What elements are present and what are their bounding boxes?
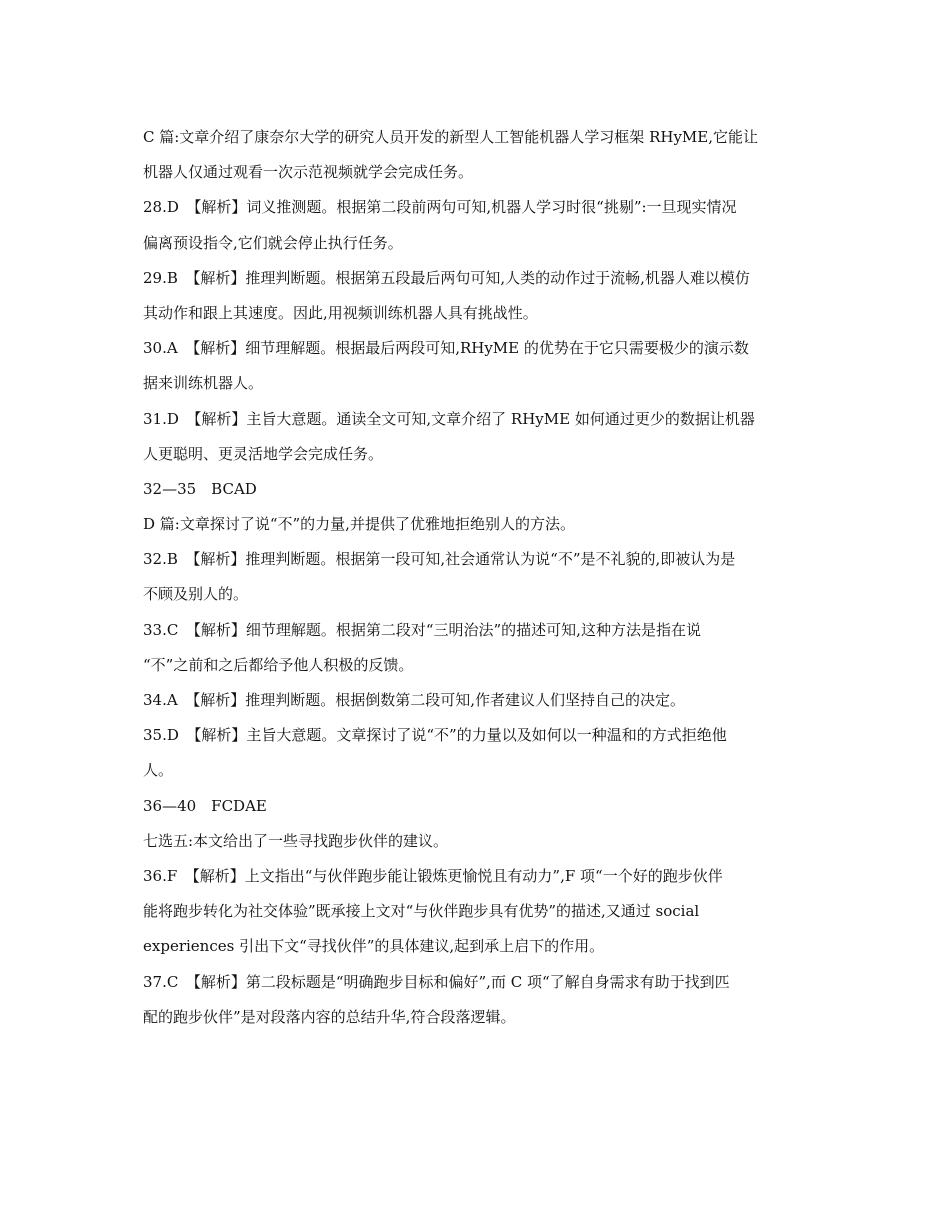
text-line: 37.C 【解析】第二段标题是“明确跑步目标和偏好”,而 C 项“了解自身需求有助于找到匹 xyxy=(143,972,730,991)
text-line: C 篇:文章介绍了康奈尔大学的研究人员开发的新型人工智能机器人学习框架 RHyME,它能让 xyxy=(143,128,758,146)
text-line: 据来训练机器人。 xyxy=(143,374,264,393)
document-body xyxy=(143,120,813,1035)
text-line: 配的跑步伙伴”是对段落内容的总结升华,符合段落逻辑。 xyxy=(143,1007,516,1026)
text-line: 32—35 BCAD xyxy=(143,479,257,498)
text-line: 33.C 【解析】细节理解题。根据第二段对“三明治法”的描述可知,这种方法是指在说 xyxy=(143,620,701,639)
text-line: D 篇:文章探讨了说“不”的力量,并提供了优雅地拒绝别人的方法。 xyxy=(143,515,575,534)
text-line: 34.A 【解析】推理判断题。根据倒数第二段可知,作者建议人们坚持自己的决定。 xyxy=(143,691,685,709)
text-line: 机器人仅通过观看一次示范视频就学会完成任务。 xyxy=(143,163,474,182)
text-line: 29.B 【解析】推理判断题。根据第五段最后两句可知,人类的动作过于流畅,机器人难以模仿 xyxy=(143,268,750,287)
text-line: 35.D 【解析】主旨大意题。文章探讨了说“不”的力量以及如何以一种温和的方式拒绝他 xyxy=(143,726,727,745)
text-line: 七选五:本文给出了一些寻找跑步伙伴的建议。 xyxy=(143,831,449,850)
text-line: 不顾及别人的。 xyxy=(143,585,249,604)
text-line: 32.B 【解析】推理判断题。根据第一段可知,社会通常认为说“不”是不礼貌的,即被认为是 xyxy=(143,550,736,569)
text-line: 人。 xyxy=(143,761,174,780)
text-line: 36—40 FCDAE xyxy=(143,796,267,815)
text-line: 28.D 【解析】词义推测题。根据第二段前两句可知,机器人学习时很“挑剔”:一旦现实情况 xyxy=(143,198,737,217)
text-line: 30.A 【解析】细节理解题。根据最后两段可知,RHyME 的优势在于它只需要极少的演示数 xyxy=(143,339,749,358)
text-line: 人更聪明、更灵活地学会完成任务。 xyxy=(143,444,384,463)
text-line: 36.F 【解析】上文指出“与伙伴跑步能让锻炼更愉悦且有动力”,F 项“一个好的跑步伙伴 xyxy=(143,866,723,885)
text-line: 能将跑步转化为社交体验”既承接上文对“与伙伴跑步具有优势”的描述,又通过 social xyxy=(143,902,700,921)
text-line: 31.D 【解析】主旨大意题。通读全文可知,文章介绍了 RHyME 如何通过更少的数据让机器 xyxy=(143,409,755,428)
text-line: “不”之前和之后都给予他人积极的反馈。 xyxy=(143,655,414,674)
text-line: 偏离预设指令,它们就会停止执行任务。 xyxy=(143,233,403,252)
text-line: experiences 引出下文“寻找伙伴”的具体建议,起到承上启下的作用。 xyxy=(143,937,605,956)
text-line: 其动作和跟上其速度。因此,用视频训练机器人具有挑战性。 xyxy=(143,303,538,322)
